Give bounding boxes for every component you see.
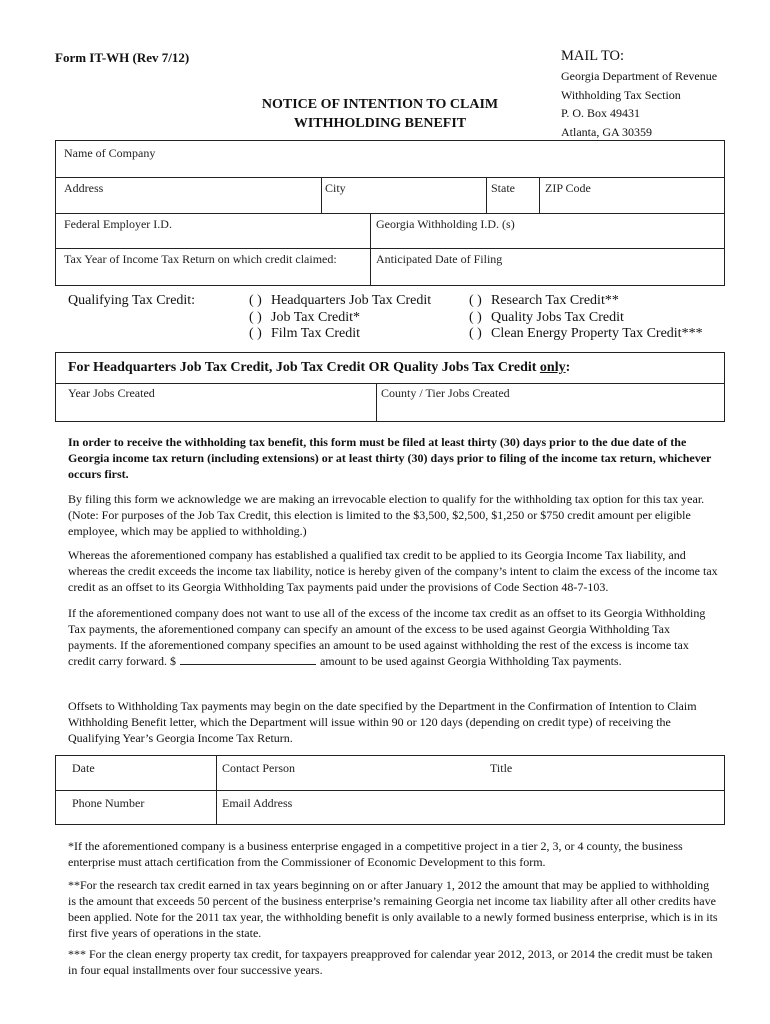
table-divider [55, 790, 725, 791]
mail-to-block [561, 46, 717, 141]
form-title-line: NOTICE OF INTENTION TO CLAIM [261, 97, 499, 112]
phone-number-field[interactable]: Phone Number [72, 796, 145, 810]
hq-title-only: only [539, 360, 566, 375]
excess-amount-input[interactable] [180, 653, 316, 665]
table-divider [216, 755, 217, 825]
mail-to-line: Atlanta, GA 30359 [561, 124, 652, 139]
footnote-research-tax-credit: **For the research tax credit earned in tax years beginning on or after January 1, 2012 the amount that may be applied to withholding is the amount that exceeds 50 percent of the business enterprise’s remaining Georgia net income tax liability after all other credits have been applied. Note for the 2011 tax year, the withholding benefit is only available to a newly formed business enterprise, which is in its first five years of operations in the state. [68, 878, 718, 940]
qualifying-tax-credit-label: Qualifying Tax Credit: [68, 293, 196, 308]
option-label: Research Tax Credit** [491, 293, 619, 308]
hq-title-end: : [565, 360, 571, 375]
form-title [230, 95, 530, 133]
offsets-paragraph: Offsets to Withholding Tax payments may begin on the date specified by the Department in the Confirmation of Intention to Claim Withholding Benefit letter, which the Department will issue within 90 or 120 days (depending on credit type) of receiving the Qualifying Year’s Georgia Income Tax Return. [68, 699, 697, 745]
checkbox-headquarters-job-tax-credit[interactable] [249, 293, 431, 309]
company-name-field[interactable]: Name of Company [64, 146, 156, 160]
option-label: Quality Jobs Tax Credit [491, 310, 624, 325]
checkbox-quality-jobs-tax-credit[interactable] [469, 310, 624, 326]
table-divider [486, 177, 487, 213]
city-field[interactable]: City [325, 181, 346, 195]
checkbox-job-tax-credit[interactable] [249, 310, 360, 326]
checkbox-paren: ( ) [469, 326, 482, 341]
table-divider [55, 383, 725, 384]
mail-to-heading: MAIL TO: [561, 48, 624, 64]
contact-person-field[interactable]: Contact Person [222, 761, 295, 775]
excess-amount-paragraph [68, 605, 718, 669]
year-jobs-created-field[interactable]: Year Jobs Created [68, 386, 155, 400]
mail-to-line: P. O. Box 49431 [561, 106, 641, 120]
table-divider [55, 248, 725, 249]
checkbox-paren: ( ) [249, 293, 262, 308]
county-tier-jobs-field[interactable]: County / Tier Jobs Created [381, 386, 510, 400]
hq-title-text: For Headquarters Job Tax Credit, Job Tax Credit OR Quality Jobs Tax Credit [68, 360, 540, 375]
table-divider [55, 213, 725, 214]
tax-year-field[interactable]: Tax Year of Income Tax Return on which credit claimed: [64, 252, 337, 266]
federal-employer-id-field[interactable]: Federal Employer I.D. [64, 217, 172, 231]
email-address-field[interactable]: Email Address [222, 796, 293, 810]
hq-section-title [68, 360, 570, 376]
option-label: Film Tax Credit [271, 326, 360, 341]
form-number: Form IT-WH (Rev 7/12) [55, 50, 190, 65]
option-label: Headquarters Job Tax Credit [271, 293, 432, 308]
state-field[interactable]: State [491, 181, 515, 195]
zip-code-field[interactable]: ZIP Code [545, 181, 591, 195]
checkbox-paren: ( ) [469, 310, 482, 325]
mail-to-line: Georgia Department of Revenue [561, 69, 718, 83]
table-divider [539, 177, 540, 213]
anticipated-filing-date-field[interactable]: Anticipated Date of Filing [376, 252, 503, 266]
georgia-withholding-id-field[interactable]: Georgia Withholding I.D. (s) [376, 217, 515, 231]
checkbox-clean-energy-property-tax-credit[interactable] [469, 326, 703, 342]
option-label: Job Tax Credit* [271, 310, 360, 325]
checkbox-research-tax-credit[interactable] [469, 293, 619, 309]
whereas-paragraph: Whereas the aforementioned company has established a qualified tax credit to be applied to its Georgia Income Tax liability, and whereas the credit exceeds the income tax liability, notice is hereby given of the company’s intent to claim the excess of the income tax credit as an offset to its Georgia Withholding Tax payments paid under the provisions of Code Section 48-7-103. [68, 548, 718, 594]
checkbox-film-tax-credit[interactable] [249, 326, 360, 342]
filing-deadline-notice: In order to receive the withholding tax benefit, this form must be filed at least thirty (30) days prior to the due date of the Georgia income tax return (including extensions) or at least thirty (30) days prior to filing of the income tax return, whichever occurs first. [68, 435, 712, 481]
excess-text: If the aforementioned company does not want to use all of the excess of the income tax credit as an offset to its Georgia Withholding Tax payments, the aforementioned company can specify an amount of the excess to be used against Georgia Withholding Tax payments. If the aforementioned company specifies an amount to be used against withholding the rest of the excess is income tax credit carry forward. $ [68, 606, 706, 668]
form-title-line: WITHHOLDING BENEFIT [293, 116, 467, 131]
table-divider [55, 177, 725, 178]
table-divider [321, 177, 322, 213]
excess-text-end: amount to be used against Georgia Withholding Tax payments. [319, 654, 622, 668]
date-field[interactable]: Date [72, 761, 95, 775]
table-divider [370, 213, 371, 286]
checkbox-paren: ( ) [249, 326, 262, 341]
table-divider [376, 383, 377, 422]
footnote-clean-energy-credit: *** For the clean energy property tax credit, for taxpayers preapproved for calendar year 2012, 2013, or 2014 the credit must be taken in four equal installments over four successive years. [68, 947, 713, 977]
checkbox-paren: ( ) [249, 310, 262, 325]
mail-to-line: Withholding Tax Section [561, 87, 681, 102]
title-field[interactable]: Title [490, 761, 513, 775]
address-field[interactable]: Address [64, 181, 104, 195]
checkbox-paren: ( ) [469, 293, 482, 308]
footnote-job-tax-credit: *If the aforementioned company is a business enterprise engaged in a competitive project in a tier 2, 3, or 4 county, the business enterprise must attach certification from the Commissioner of Economic Development to this form. [68, 839, 683, 869]
option-label: Clean Energy Property Tax Credit*** [491, 326, 703, 341]
election-paragraph: By filing this form we acknowledge we are making an irrevocable election to qualify for the withholding tax option for this tax year. (Note: For purposes of the Job Tax Credit, this election is limited to the $3,500, $2,500, $1,250 or $750 credit amount per eligible employee, which may be applied to withholding.) [68, 492, 705, 538]
